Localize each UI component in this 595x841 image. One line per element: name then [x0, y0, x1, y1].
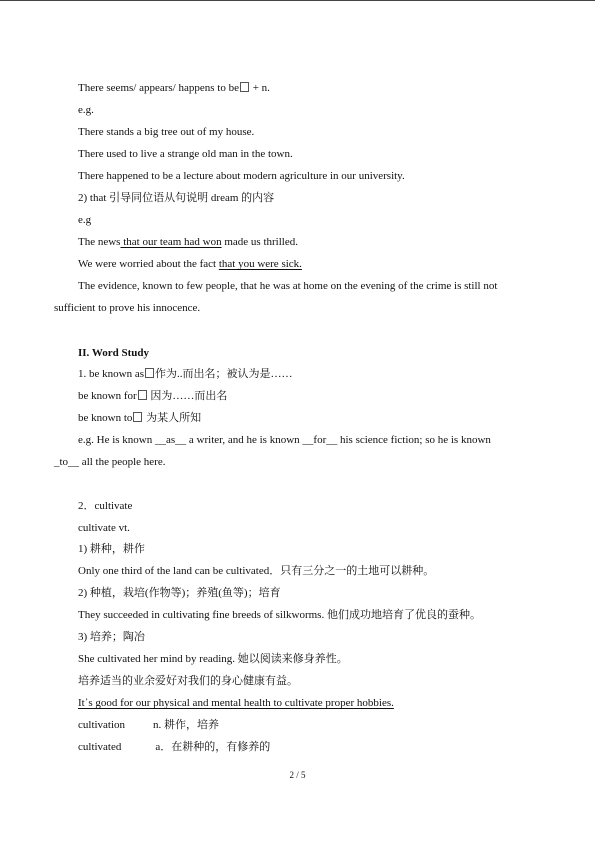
text-line: The evidence, known to few people, that he was at home on the evening of the crime is still not: [78, 280, 498, 292]
text-line: be known for 因为……而出名: [78, 390, 228, 402]
top-rule: [0, 0, 595, 1]
text-line: 2．cultivate: [78, 500, 133, 512]
text-line: e.g.: [78, 104, 94, 116]
box-glyph: [145, 368, 154, 378]
text-line: cultivation n. 耕作，培养: [78, 719, 220, 731]
text-line: be known to 为某人所知: [78, 412, 202, 424]
text-line: There stands a big tree out of my house.: [78, 126, 255, 138]
text-line: There seems/ appears/ happens to be + n.: [78, 82, 270, 94]
page-number: 2 / 5: [289, 770, 306, 780]
box-glyph: [240, 82, 249, 92]
section-heading: II. Word Study: [78, 347, 150, 359]
text-line: There happened to be a lecture about modern agriculture in our university.: [78, 170, 405, 182]
text-line: 1) 耕种，耕作: [78, 543, 145, 555]
text-line: cultivated a．在耕种的，有修养的: [78, 741, 271, 753]
underlined-sentence: It᾿s good for our physical and mental health to cultivate proper hobbies.: [78, 697, 394, 709]
text-line: 2) that 引导同位语从句说明 dream 的内容: [78, 192, 275, 204]
box-glyph: [138, 390, 147, 400]
box-glyph: [133, 412, 142, 422]
text-line: We were worried about the fact that you were sick.: [78, 258, 302, 270]
text-line: e.g: [78, 214, 92, 226]
text-line: Only one third of the land can be cultivated．只有三分之一的土地可以耕种。: [78, 565, 435, 577]
text-line: e.g. He is known __as__ a writer, and he is known __for__ his science fiction; so he is known: [78, 434, 491, 446]
text-line: 1. be known as 作为..而出名；被认为是……: [78, 368, 293, 380]
text-line: 3) 培养；陶冶: [78, 631, 145, 643]
underlined-clause: that our team had won: [120, 236, 222, 248]
text-line: They succeeded in cultivating fine breeds of silkworms. 他们成功地培育了优良的蚕种。: [78, 609, 481, 621]
text-line: The news that our team had won made us thrilled.: [78, 236, 298, 248]
text-line: sufficient to prove his innocence.: [54, 302, 201, 314]
text-line: 2) 种植，栽培(作物等)；养殖(鱼等)；培育: [78, 587, 281, 599]
text-line: 培养适当的业余爱好对我们的身心健康有益。: [78, 675, 298, 687]
text-line: There used to live a strange old man in the town.: [78, 148, 293, 160]
underlined-clause: that you were sick.: [218, 258, 302, 270]
text-line: _to__ all the people here.: [54, 456, 166, 468]
text-line: cultivate vt.: [78, 522, 130, 534]
text-line: She cultivated her mind by reading. 她以阅读来修身养性。: [78, 653, 348, 665]
